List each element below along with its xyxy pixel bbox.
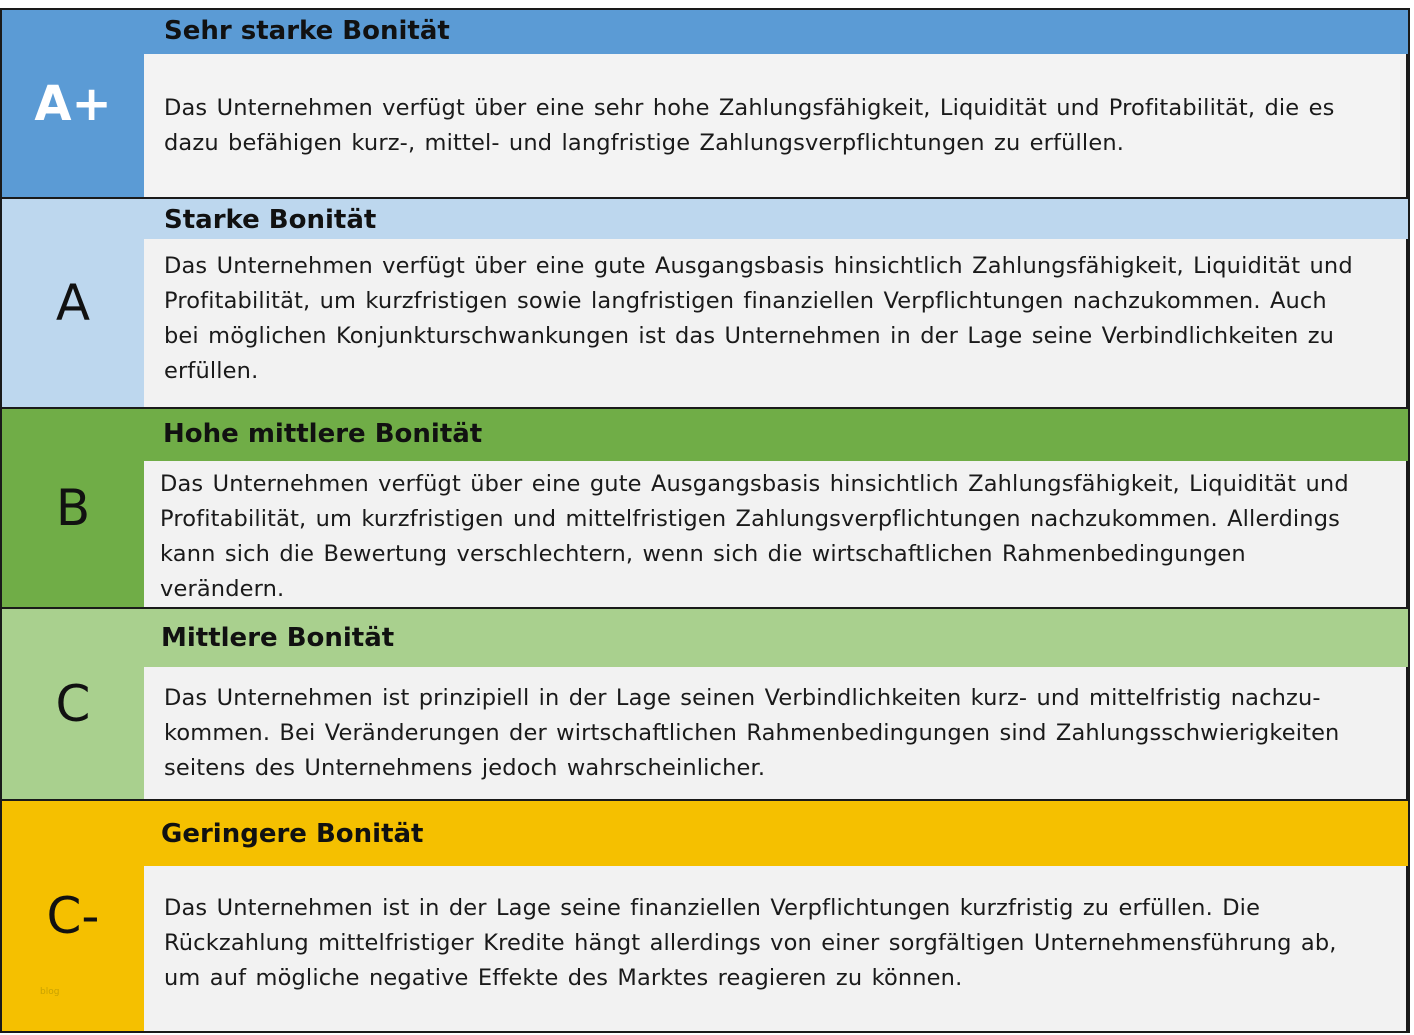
rating-title: Hohe mittlere Bonität: [163, 419, 483, 449]
rating-row-a-plus: [2, 10, 1408, 197]
rating-description: Das Unternehmen verfügt über eine sehr hohe Zahlungsfähigkeit, Liquidität und Profitabilität, die es dazu befähigen kurz-, mittel- und langfristige Zahlungsverpflichtungen zu erfüllen.: [164, 95, 1335, 156]
rating-title: Geringere Bonität: [161, 819, 424, 849]
rating-row-c: [2, 609, 1408, 799]
rating-description: Das Unternehmen verfügt über eine gute Ausgangsbasis hinsichtlich Zahlungsfähigkeit, Liquidität und Profitabilität, um kurzfristigen sowie langfristigen finanziellen Verpflichtungen nachzukommen. Auch bei möglichen Konjunkturschwankungen ist das Unternehmen in der Lage seine Verbindlichkeiten zu erfüllen.: [164, 253, 1353, 384]
rating-grade: B: [2, 409, 144, 607]
rating-description: Das Unternehmen ist prinzipiell in der Lage seinen Verbindlichkeiten kurz- und mittelfristig nachzu-kommen. Bei Veränderungen der wirtschaftlichen Rahmenbedingungen sind Zahlungsschwierigkeiten seitens des Unternehmens jedoch wahrscheinlicher.: [164, 685, 1340, 781]
rating-row-a: [2, 199, 1408, 407]
rating-grade: A: [2, 199, 144, 407]
rating-grade: C-: [2, 801, 144, 1031]
rating-row-b: [2, 409, 1408, 607]
rating-grade: C: [2, 609, 144, 799]
credit-rating-table: [0, 8, 1410, 1033]
rating-title: Sehr starke Bonität: [164, 16, 450, 46]
rating-description: Das Unternehmen verfügt über eine gute Ausgangsbasis hinsichtlich Zahlungsfähigkeit, Liquidität und Profitabilität, um kurzfristigen und mittelfristigen Zahlungsverpflichtungen nachzukommen. Allerdings kann sich die Bewertung verschlechtern, wenn sich die wirtschaftlichen Rahmenbedingungen verändern.: [160, 471, 1349, 602]
rating-row-c-minus: [2, 801, 1408, 1031]
rating-grade: A+: [2, 10, 144, 197]
rating-title: Starke Bonität: [164, 205, 377, 235]
watermark: blog: [40, 987, 60, 997]
rating-description: Das Unternehmen ist in der Lage seine finanziellen Verpflichtungen kurzfristig zu erfüllen. Die Rückzahlung mittelfristiger Kredite hängt allerdings von einer sorgfältigen Unternehmensführung ab, um auf mögliche negative Effekte des Marktes reagieren zu können.: [164, 895, 1337, 991]
rating-title: Mittlere Bonität: [161, 623, 395, 653]
